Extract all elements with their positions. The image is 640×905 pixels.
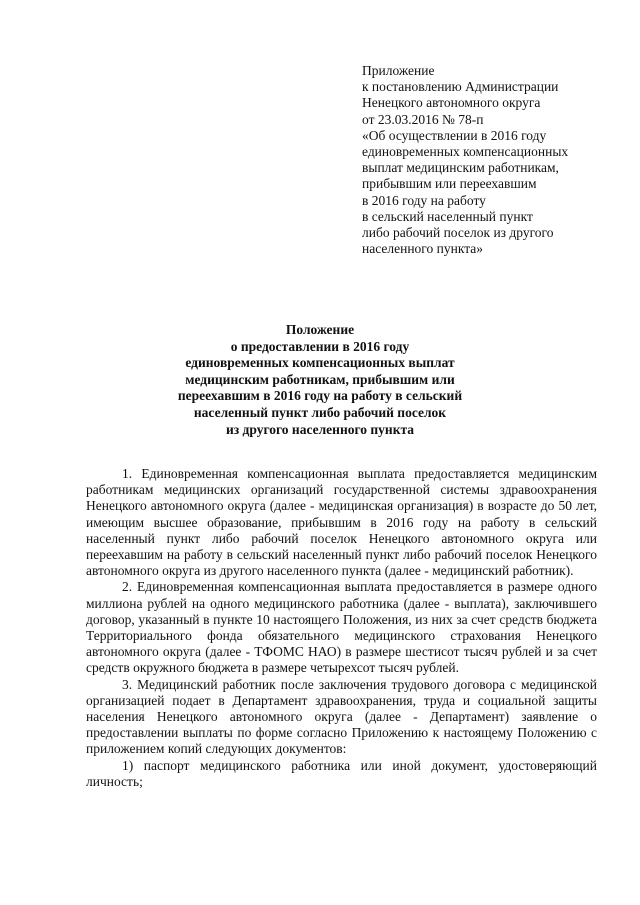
appendix-line: Приложение	[362, 63, 435, 78]
appendix-line: в 2016 году на работу	[362, 192, 486, 208]
appendix-line: «Об осуществлении в 2016 году	[362, 127, 547, 143]
appendix-line: от 23.03.2016 № 78-п	[362, 111, 484, 127]
title-line: о предоставлении в 2016 году	[230, 338, 410, 354]
appendix-line: населенного пункта»	[362, 241, 484, 257]
appendix-line: Ненецкого автономного округа	[362, 95, 541, 111]
paragraph-3-item-1: 1) паспорт медицинского работника или иной документ, удостоверяющий личность;	[86, 757, 597, 789]
appendix-header	[362, 63, 622, 257]
title-line: Положение	[285, 322, 355, 337]
appendix-line: в сельский населенный пункт	[362, 208, 533, 224]
appendix-line: единовременных компенсационных	[362, 144, 569, 160]
appendix-line: выплат медицинским работникам,	[362, 160, 559, 176]
paragraph-3: 3. Медицинский работник после заключения трудового договора с медицинской организацией подает в Департамент здравоохранения, труда и социальной защиты населения Ненецкого автономного округа (далее - Департамент) заявление о предоставлении выплаты по форме согласно Приложению к настоящему Положению с приложением копий следующих документов:	[86, 676, 597, 757]
title-line: медицинским работникам, прибывшим или	[185, 371, 455, 387]
title-line: населенный пункт либо рабочий поселок	[193, 404, 447, 420]
appendix-line: либо рабочий поселок из другого	[362, 225, 554, 241]
document-body	[86, 466, 597, 790]
paragraph-2: 2. Единовременная компенсационная выплата предоставляется в размере одного миллиона рублей на одного медицинского работника (далее - выплата), заключившего договор, указанный в пункте 10 настоящего Положения, из них за счет средств бюджета Территориального фонда обязательного медицинского страхования Ненецкого автономного округа (далее - ТФОМС НАО) в размере шестисот тысяч рублей и за счет средств окружного бюджета в размере четырехсот тысяч рублей.	[86, 579, 597, 676]
title-line: из другого населенного пункта	[225, 421, 415, 437]
title-line: единовременных компенсационных выплат	[185, 355, 455, 371]
appendix-line: прибывшим или переехавшим	[362, 176, 537, 192]
document-title	[150, 322, 490, 438]
title-line: переехавшим в 2016 году на работу в сельский	[177, 388, 463, 404]
appendix-line: к постановлению Администрации	[362, 79, 559, 95]
paragraph-1: 1. Единовременная компенсационная выплата предоставляется медицинским работникам медицинских организаций государственной системы здравоохранения Ненецкого автономного округа (далее - медицинская организация) в возрасте до 50 лет, имеющим высшее образование, прибывшим в 2016 году на работу в сельский населенный пункт либо рабочий поселок Ненецкого автономного округа или переехавшим на работу в сельский населенный пункт либо рабочий поселок Ненецкого автономного округа из другого населенного пункта (далее - медицинский работник).	[86, 466, 597, 579]
